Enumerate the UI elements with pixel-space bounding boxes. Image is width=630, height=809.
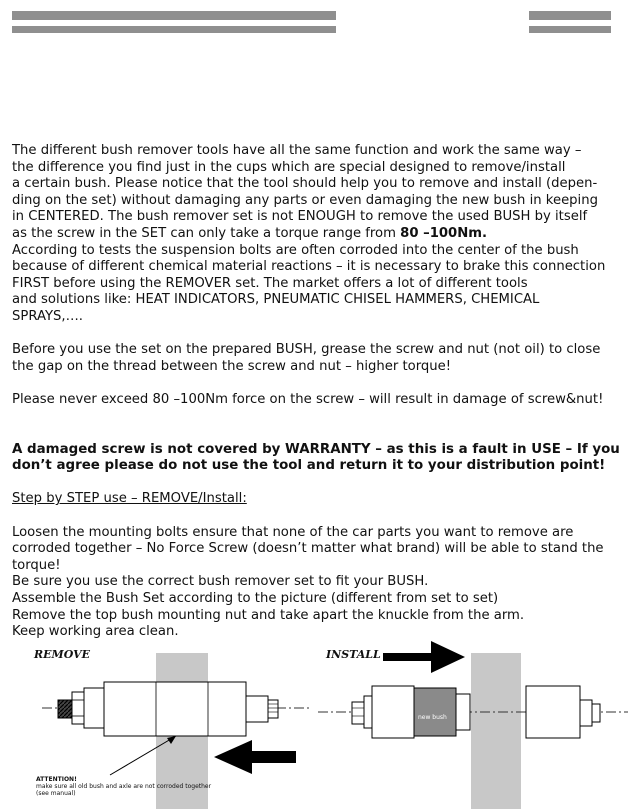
para1-line-11: SPRAYS,…. (12, 308, 83, 324)
warning-line-2: don’t agree please do not use the tool and return it to your distribution point! (12, 458, 606, 474)
remove-label: REMOVE (34, 648, 91, 661)
attention-note (36, 776, 236, 797)
install-washer-left (352, 702, 364, 724)
remove-screw-end (268, 700, 278, 718)
para1-line-5: in CENTERED. The bush remover set is not ENOUGH to remove the used BUSH by itself (12, 209, 588, 225)
new-bush-label: new bush (418, 714, 447, 721)
step-line-3: torque! (12, 557, 61, 573)
step-line-4: Be sure you use the correct bush remover set to fit your BUSH. (12, 574, 429, 590)
para1-line-3: a certain bush. Please notice that the tool should help you to remove and install (depen- (12, 176, 598, 192)
install-tube (372, 686, 414, 738)
para3-line: Please never exceed 80 –100Nm force on the screw – will result in damage of screw&nut! (12, 391, 604, 407)
warning-line-1: A damaged screw is not covered by WARRANTY – as this is a fault in USE – If you (12, 441, 620, 457)
torque-value: 80 –100Nm. (400, 225, 488, 241)
install-arm-block (471, 653, 521, 809)
remove-end-cap (246, 696, 268, 722)
para2-line-2: the gap on the thread between the screw and nut – higher torque! (12, 358, 452, 374)
attention-line-1: make sure all old bush and axle are not corroded together (36, 783, 212, 790)
step-line-5: Assemble the Bush Set according to the picture (different from set to set) (12, 591, 499, 607)
step-line-1: Loosen the mounting bolts ensure that none of the car parts you want to remove are (12, 524, 574, 540)
step-heading: Step by STEP use – REMOVE/Install: (12, 491, 247, 507)
attention-line-2: (see manual) (36, 790, 76, 797)
attention-title: ATTENTION! (36, 776, 77, 783)
para1-line-2: the difference you find just in the cups which are special designed to remove/install (12, 159, 566, 175)
remove-tube (104, 682, 246, 736)
install-direction-arrow (383, 641, 465, 673)
new-bush-block (414, 688, 456, 736)
para1-line-9: FIRST before using the REMOVER set. The market offers a lot of different tools (12, 275, 528, 291)
para1-line-10: and solutions like: HEAT INDICATORS, PNEUMATIC CHISEL HAMMERS, CHEMICAL (12, 292, 540, 308)
para1-line-1: The different bush remover tools have all the same function and work the same way – (12, 143, 582, 158)
install-label: INSTALL (326, 648, 381, 661)
step-line-2: corroded together – No Force Screw (doesn’t matter what brand) will be able to stand the (12, 541, 604, 557)
para1-line-7: According to tests the suspension bolts are often corroded into the center of the bush (12, 242, 579, 258)
step-line-6: Remove the top bush mounting nut and take apart the knuckle from the arm. (12, 607, 525, 623)
para1-line-8: because of different chemical material reactions – it is necessary to brake this connection (12, 259, 606, 275)
install-spacer (456, 694, 470, 730)
install-screw-end (592, 704, 600, 722)
remove-cup-left (84, 688, 104, 728)
step-line-7: Keep working area clean. (12, 624, 179, 640)
remove-direction-arrow (214, 740, 296, 774)
install-cup-right (526, 686, 580, 738)
para1-line-4: ding on the set) without damaging any parts or even damaging the new bush in keeping (12, 192, 598, 208)
install-nut-right (580, 700, 592, 726)
torque-text: as the screw in the SET can only take a torque range from (12, 225, 401, 241)
remove-nut-hatched (58, 700, 72, 718)
remove-washer (72, 692, 84, 724)
install-cup-left (364, 696, 372, 728)
para2-line-1: Before you use the set on the prepared BUSH, grease the screw and nut (not oil) to close (12, 342, 601, 358)
